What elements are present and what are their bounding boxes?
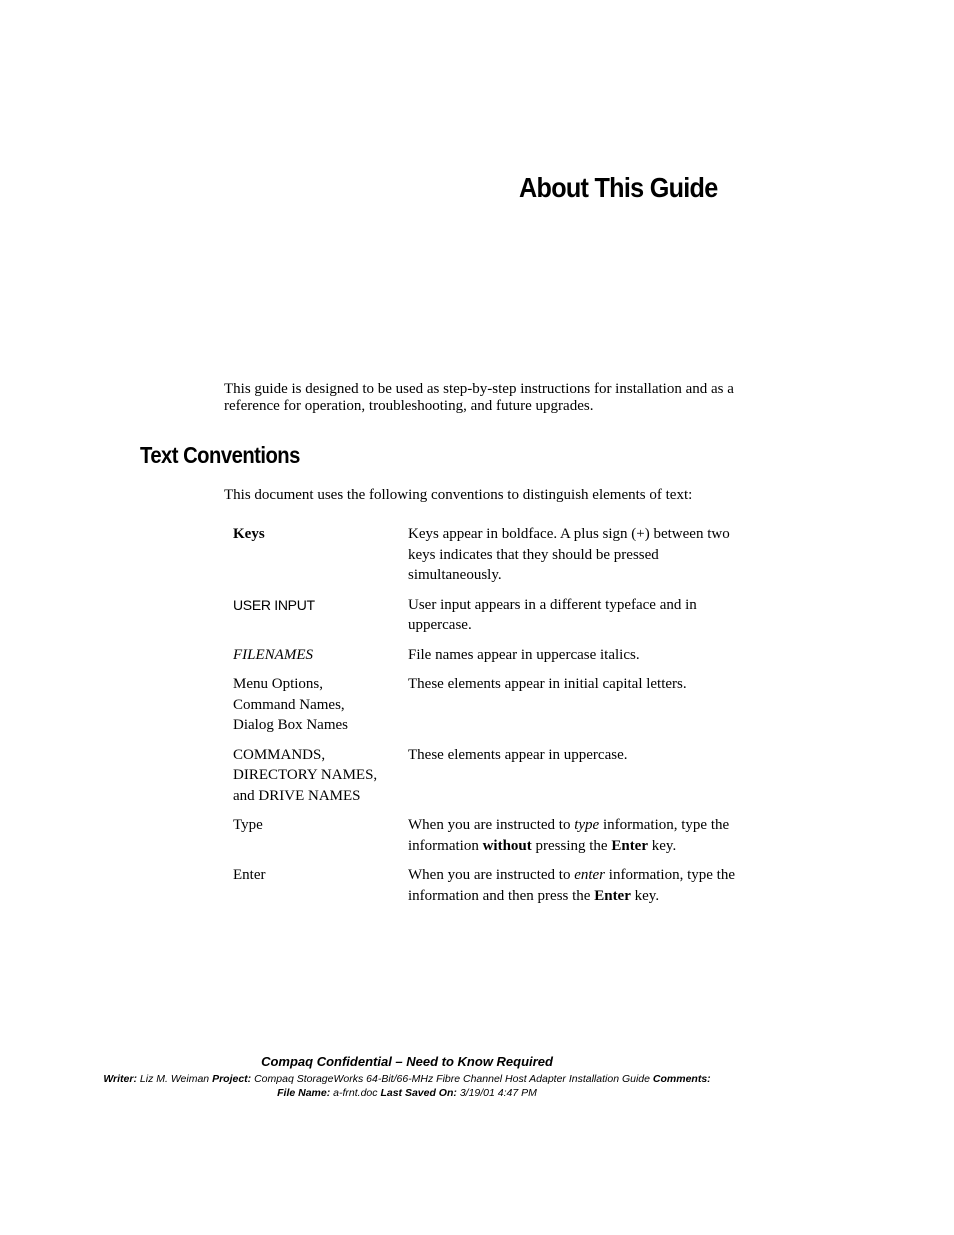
- emphasis-enter: enter: [574, 867, 606, 883]
- table-row: [233, 815, 743, 865]
- table-row: [233, 645, 743, 675]
- convention-description: File names appear in uppercase italics.: [408, 646, 640, 663]
- emphasis-enter-key: Enter: [611, 837, 649, 854]
- footer-comments-label: Comments:: [652, 1073, 711, 1085]
- footer-last-saved-label: Last Saved On:: [380, 1087, 457, 1099]
- convention-term-type: Type: [233, 817, 263, 833]
- footer-project-label: Project:: [212, 1073, 252, 1085]
- term-line: COMMANDS,: [233, 746, 326, 763]
- convention-description: [408, 815, 743, 865]
- convention-description: [408, 865, 743, 915]
- conventions-table: [233, 524, 743, 915]
- footer-file-name: a-frnt.doc: [333, 1087, 378, 1099]
- convention-term-keys: Keys: [233, 526, 265, 542]
- convention-description: These elements appear in initial capital letters.: [408, 676, 687, 692]
- chapter-title: About This Guide: [519, 172, 718, 203]
- footer-file-line: [0, 1087, 884, 1099]
- footer-file-name-label: File Name:: [277, 1087, 331, 1099]
- term-line: and DRIVE NAMES: [233, 787, 361, 804]
- description-text: When you are instructed to: [408, 867, 575, 883]
- term-line: Dialog Box Names: [233, 717, 348, 733]
- description-text: key.: [648, 837, 677, 854]
- description-text: information, type the information: [408, 817, 730, 854]
- convention-term-enter: Enter: [233, 867, 266, 883]
- convention-description: These elements appear in uppercase.: [408, 746, 628, 763]
- section-intro-paragraph: This document uses the following conventions to distinguish elements of text:: [224, 487, 693, 503]
- footer-last-saved: 3/19/01 4:47 PM: [459, 1087, 537, 1099]
- footer-writer-label: Writer:: [103, 1073, 137, 1085]
- convention-term-commands: [233, 745, 408, 816]
- description-text: information, type the information and then press the: [408, 867, 735, 904]
- description-text: key.: [630, 887, 660, 904]
- section-heading-text-conventions: Text Conventions: [140, 442, 300, 468]
- description-text: When you are instructed to: [408, 817, 575, 833]
- table-row: [233, 524, 743, 595]
- intro-paragraph: This guide is designed to be used as step-by-step instructions for installation and as a reference for operation, troubleshooting, and future upgrades.: [224, 381, 734, 414]
- convention-term-user-input: USER INPUT: [233, 596, 315, 613]
- table-row: [233, 745, 743, 816]
- footer-writer: Liz M. Weiman: [139, 1073, 210, 1085]
- emphasis-type: type: [574, 817, 600, 833]
- convention-term-filenames: FILENAMES: [233, 646, 313, 663]
- description-text: pressing the: [531, 837, 612, 854]
- emphasis-enter-key: Enter: [594, 887, 631, 904]
- term-line: DIRECTORY NAMES,: [233, 767, 378, 783]
- footer-writer-project-line: [0, 1073, 884, 1085]
- term-line: Menu Options,: [233, 676, 323, 692]
- emphasis-without: without: [482, 837, 532, 854]
- footer-project: Compaq StorageWorks 64-Bit/66-MHz Fibre Channel Host Adapter Installation Guide: [254, 1073, 650, 1085]
- table-row: [233, 674, 743, 745]
- convention-description: Keys appear in boldface. A plus sign (+) between two keys indicates that they should be pressed simultaneously.: [408, 526, 730, 583]
- table-row: [233, 595, 743, 645]
- convention-description: User input appears in a different typeface and in uppercase.: [408, 596, 697, 633]
- convention-term-menu-options: [233, 674, 408, 745]
- term-line: Command Names,: [233, 696, 345, 713]
- footer-confidential: Compaq Confidential – Need to Know Required: [261, 1054, 553, 1069]
- table-row: [233, 865, 743, 915]
